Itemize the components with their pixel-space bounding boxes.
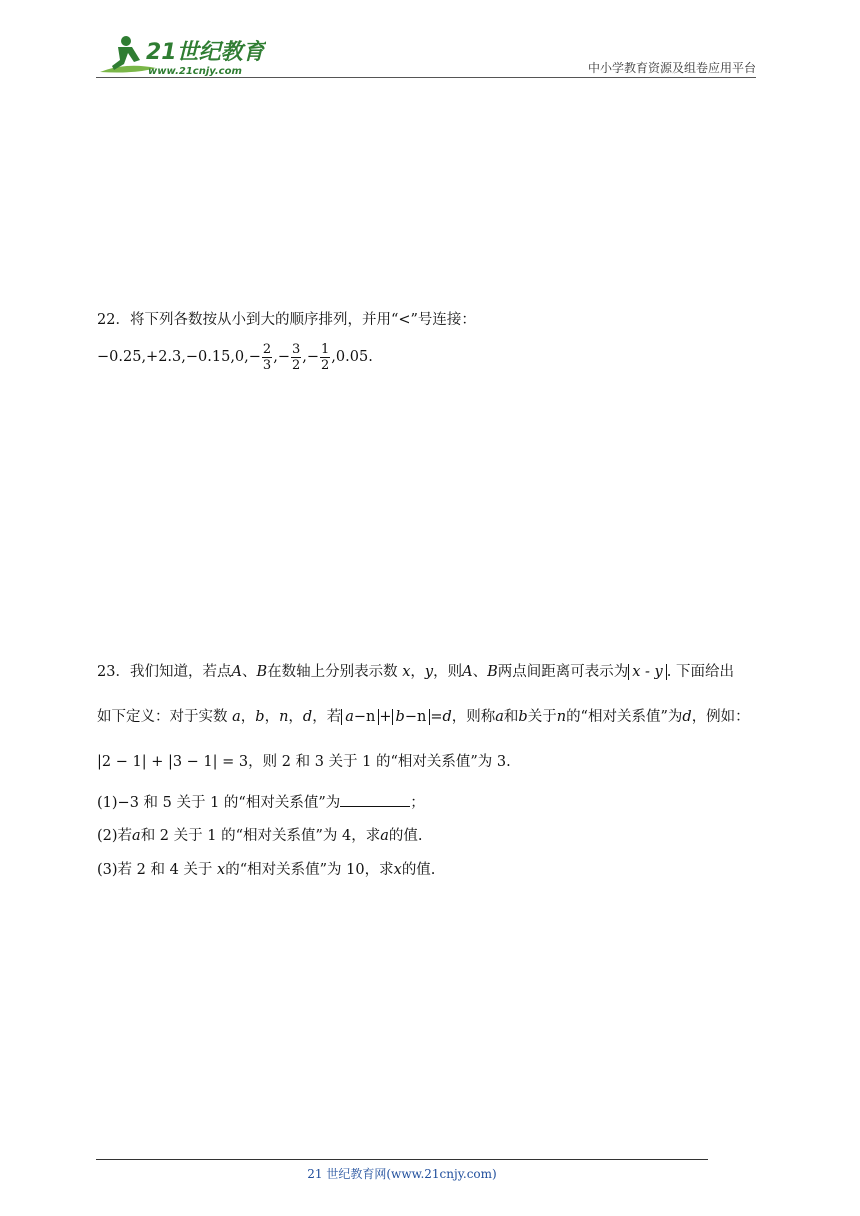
absolute-value: b−n [392,709,431,725]
absolute-value: x - y [628,664,667,680]
question-23-example: |2 − 1| + |3 − 1| = 3，则 2 和 3 关于 1 的“相对关系值”为 3. [97,754,511,770]
page-header [96,30,756,80]
fraction: $\frac{3}{2}$ [291,341,301,373]
number-item: 0.05 [335,349,369,365]
site-name: 中小学教育资源及组卷应用平台 [587,61,756,75]
fraction: $\frac{2}{3}$ [262,341,272,373]
logo-text: 21世纪教育 [146,40,265,65]
logo-runner-head-icon [121,36,131,46]
question-22-stem: 22．将下列各数按从小到大的顺序排列，并用“<”号连接： [97,312,476,328]
header-divider [96,77,756,78]
footer-text[interactable]: 21 世纪教育网(www.21cnjy.com) [307,1167,497,1181]
question-22-numbers: −0.25,+2.3,−0.15,0,− $\frac{2}{3}$ ,− $\frac{3}{2}$ ,− $\frac{1}{2}$ ,0.05. [97,341,373,373]
number-item: 0 [234,349,245,365]
logo [96,32,266,78]
question-23-sub-2: (2)若a和 2 关于 1 的“相对关系值”为 4，求a的值. [97,828,423,844]
example-formula: |2 − 1| + |3 − 1| = 3 [97,754,249,770]
absolute-value: a−n [341,709,379,725]
number-item: −0.25 [97,349,142,365]
question-23-sub-3: (3)若 2 和 4 关于 x的“相对关系值”为 10，求x的值. [97,862,436,878]
question-23-line-2: 如下定义：对于实数 a，b，n，d，若 a−n + b−n =d，则称a和b关于n的“相对关系值”为d，例如： [97,709,750,725]
question-23-sub-1: (1)−3 和 5 关于 1 的“相对关系值”为 ； [97,792,425,813]
footer-divider [96,1159,708,1160]
answer-blank[interactable] [340,792,410,807]
fraction: $\frac{1}{2}$ [321,341,330,373]
question-23-line-1: 23．我们知道，若点A、B在数轴上分别表示数 x，y，则A、B两点间距离可表示为 x - y . 下面给出 [97,664,734,680]
number-item: +2.3 [146,349,182,365]
logo-url: www.21cnjy.com [148,66,242,77]
number-item: −0.15 [185,349,231,365]
